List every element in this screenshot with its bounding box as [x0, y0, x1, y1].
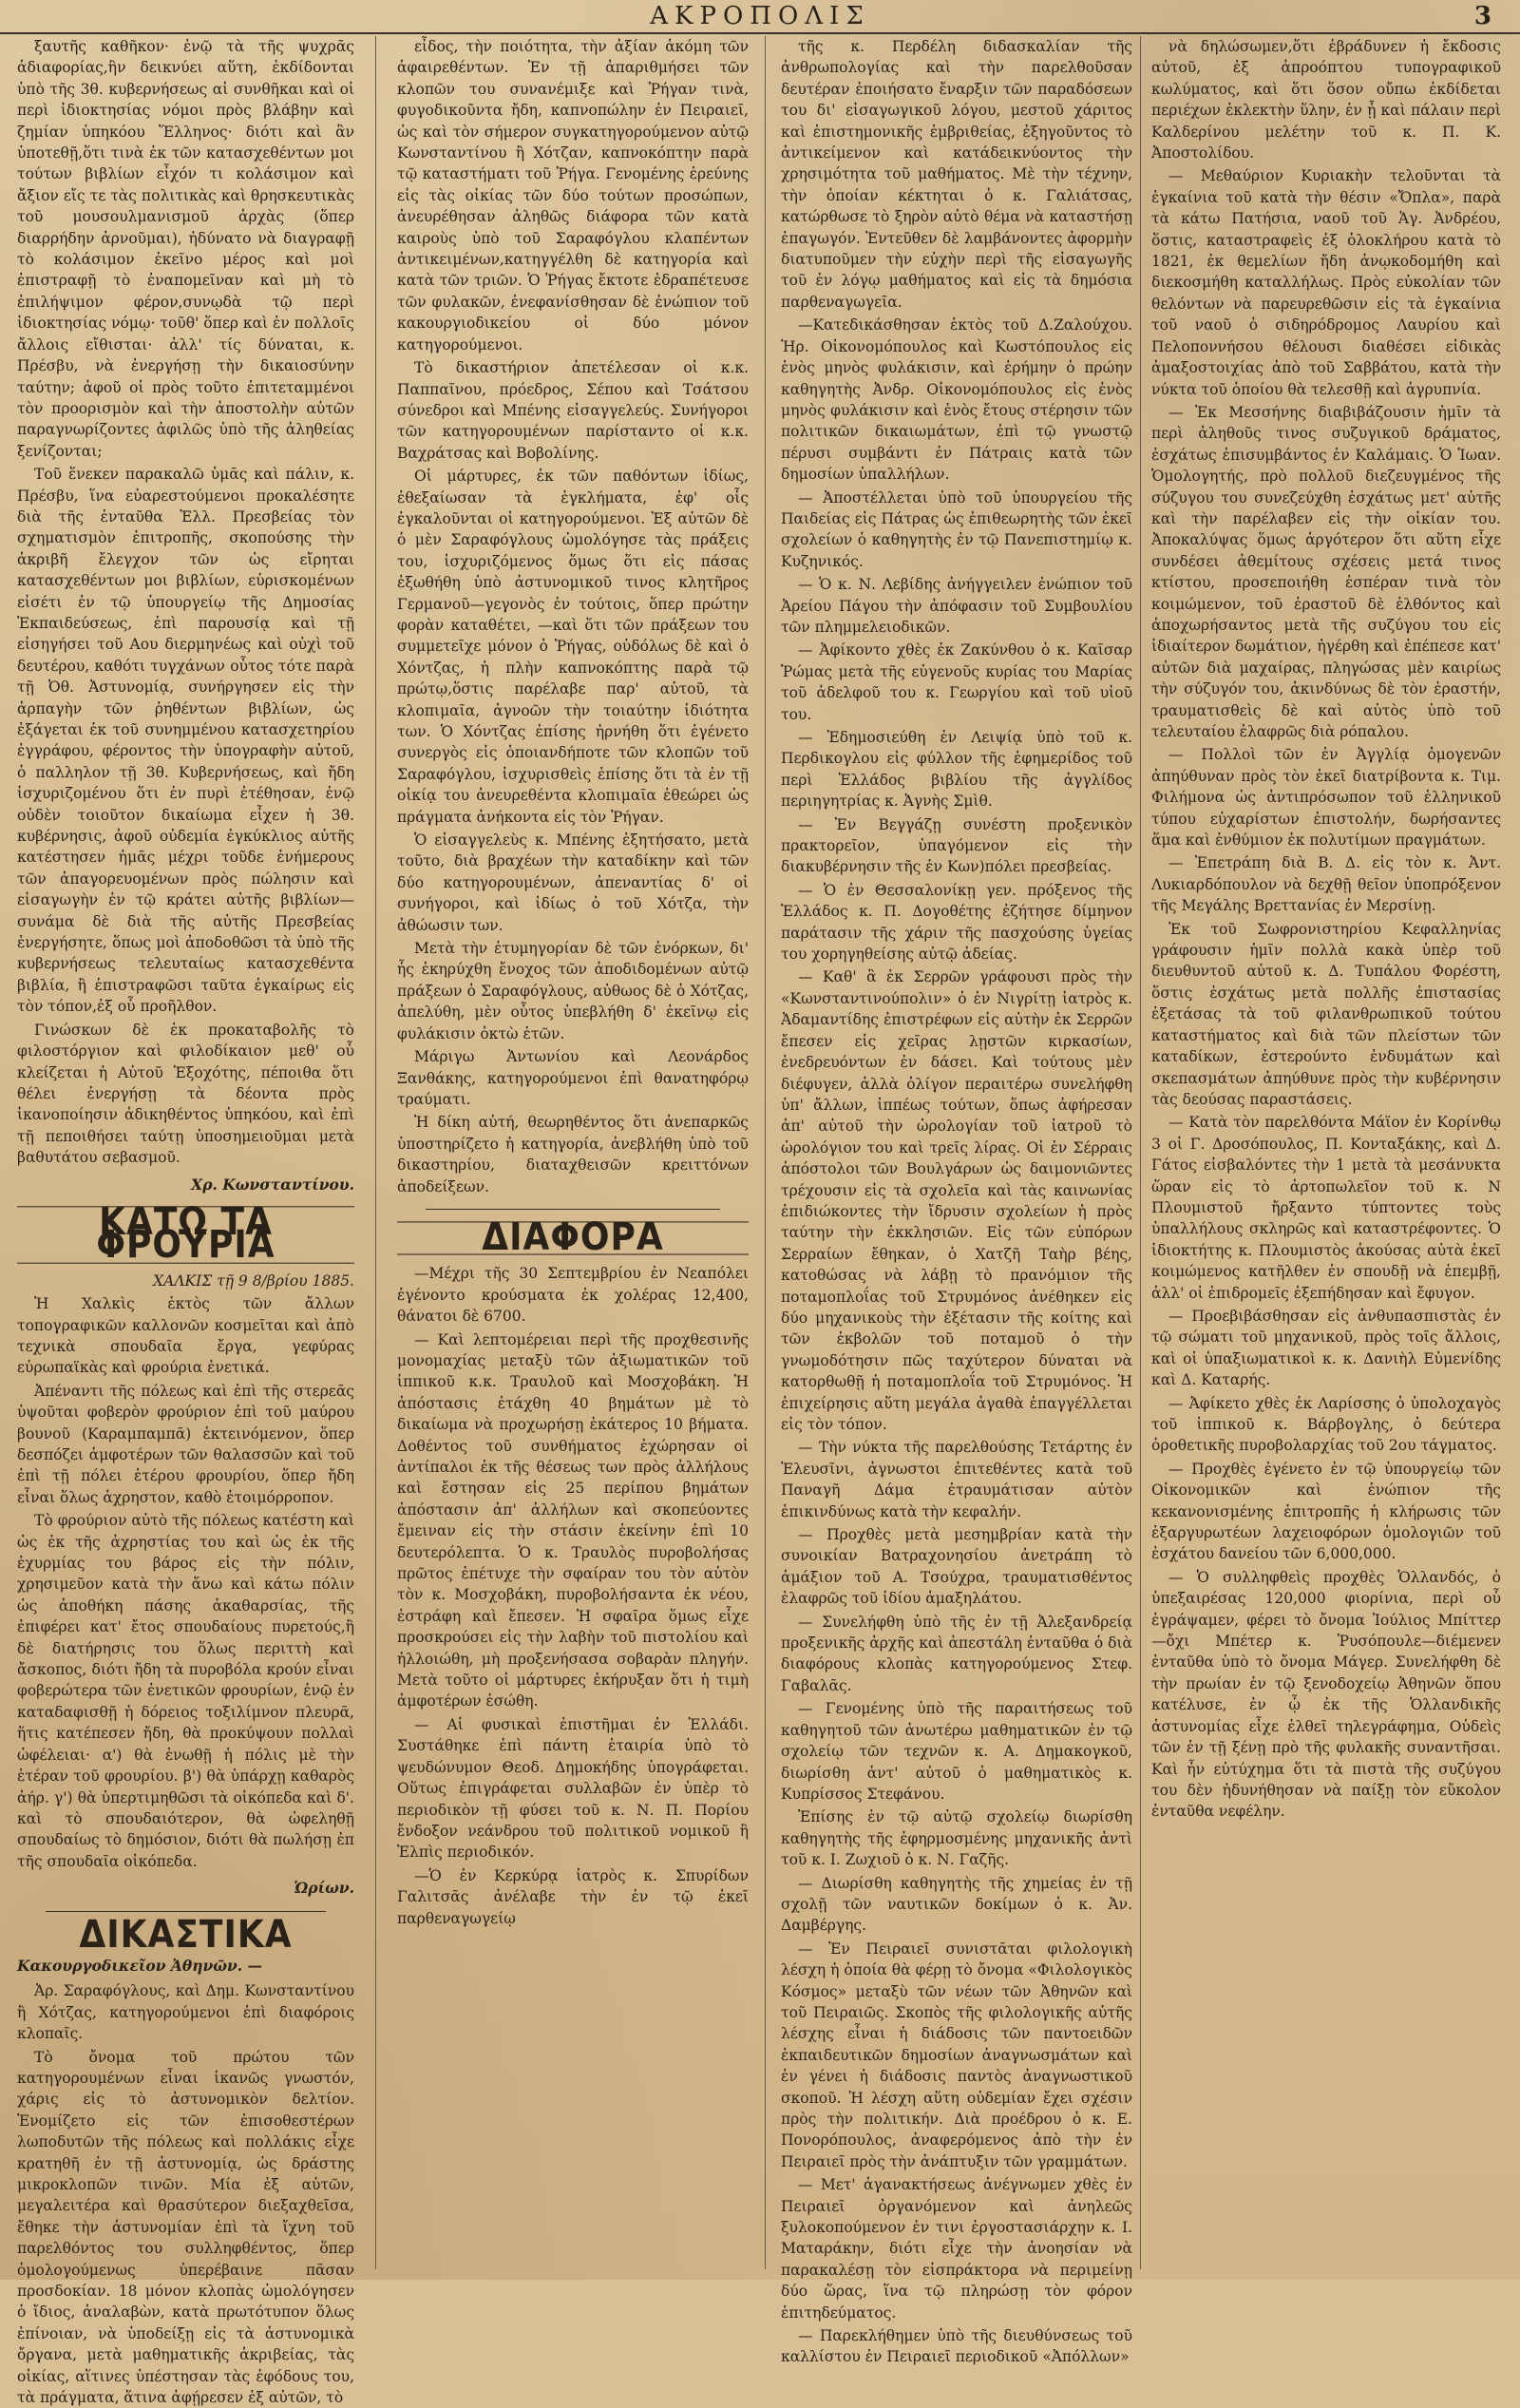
paragraph: — Προχθὲς ἐγένετο ἐν τῷ ὑπουργείῳ τῶν Οἰκονομικῶν καὶ ἐνώπιον τῆς κεκανονισμένης ἐπιτροπῆς ἡ κλήρωσις τῶν ἐξαργυρωτέων λαχειοφόρων ὁμολογιῶν τοῦ ἐσχάτου δανείου τῶν 6,000,000. [1151, 1460, 1501, 1563]
paragraph: τῆς κ. Περδέλη διδασκαλίαν τῆς ἀνθρωπολογίας καὶ τὴν παρελθοῦσαν δευτέραν ἐποιήσατο ἔναρξιν τῶν παραδόσεων του δι' εἰσαγωγικοῦ λόγου, μεστοῦ χάριτος καὶ ἐπιστημονικῆς ἐμβριθείας, ἐξηγοῦντος τὸ ἀντικείμενον καὶ κατάδεικνύοντος τὴν χρησιμότητα τοῦ μαθήματος. Μὲ τὴν τέχνην, τὴν ὁποίαν κέκτηται ὁ κ. Γαλιάτσας, κατώρθωσε τὸ ξηρὸν αὐτὸ θέμα νὰ καταστήσῃ ἐπαγωγόν. Ἐντεῦθεν δὲ λαμβάνοντες ἀφορμὴν διατυποῦμεν τὴν εὐχὴν περὶ τῆς εἰσαγωγῆς τοῦ ἐν λόγῳ μαθήματος καὶ εἰς τὰ δημόσια παρθεναγωγεῖα. [781, 38, 1132, 311]
paragraph: — Προχθὲς μετὰ μεσημβρίαν κατὰ τὴν συνοικίαν Βατραχονησίου ἀνετράπη τὸ ἁμάξιον τοῦ Α. Τσούχρα, τραυματισθέντος ἐλαφρῶς τοῦ ἰδίου ἁμαξηλάτου. [781, 1526, 1132, 1608]
newspaper-title: ΑΚΡΟΠΟΛΙΣ [650, 2, 870, 30]
paragraph: — Ἀφίκοντο χθὲς ἐκ Ζακύνθου ὁ κ. Καῖσαρ Ῥώμας μετὰ τῆς εὐγενοῦς κυρίας του Μαρίας τοῦ ἀδελφοῦ του κ. Γεωργίου καὶ τοῦ υἱοῦ του. [781, 641, 1132, 723]
paragraph: — Ἀποστέλλεται ὑπὸ τοῦ ὑπουργείου τῆς Παιδείας εἰς Πάτρας ὡς ἐπιθεωρητὴς τῶν ἐκεῖ σχολείων ὁ καθηγητὴς ἐν τῷ Πανεπιστημίῳ κ. Κυζηνικός. [781, 488, 1132, 570]
paragraph: Ἀπέναντι τῆς πόλεως καὶ ἐπὶ τῆς στερεᾶς ὑψοῦται φοβερὸν φρούριον ἐπὶ τοῦ μαύρου βουνοῦ (Καραμπαμπᾶ) ἐκτεινόμενον, ὅπερ δεσπόζει ἀμφοτέρων τῶν θαλασσῶν καὶ τοῦ ἐπὶ τῇ πόλει ἑτέρου φρουρίου, ὅπερ ἤδη εἶναι ὅλως ἀχρηστον, καθὸ ἐτοιμόρροπον. [17, 1382, 354, 1506]
column-divider [765, 36, 766, 2269]
paragraph: — Ἐκ Μεσσήνης διαβιβάζουσιν ἡμῖν τὰ περὶ ἀληθοῦς τινος συζυγικοῦ δράματος, ἐσχάτως ἐπισυμβάντος ἐν Καλάμαις. Ὁ Ἰωαν. Ὁμολογητής, πρὸ πολλοῦ διεζευγμένος τῆς σύζυγου του συνεζεύχθη ἐσχάτως μετ' αὐτῆς καὶ τὴν παρέλαβεν εἰς τὴν οἰκίαν του. Ἀποκαλύψας ὅμως ἀργότερον ὅτι αὕτη εἶχε συνδέσει ἀθεμίτους σχέσεις μετά τινος κτίστου, προσεποιήθη ἐσπέραν τινὰ τὸν κοιμώμενον, τοῦ ἐραστοῦ δὲ ἐλθόντος καὶ ἀποχωρήσαντος μετὰ τῆς συζύγου του εἰς ἰδιαίτερον δωμάτιον, ἠγέρθη καὶ ἐπέπεσε κατ' αὐτῶν διὰ μαχαίρας, πληγώσας μὲν καιρίως τὴν σύζυγόν του, ἀκινδύνως δὲ τὸν ἐραστήν, τραυματισθεὶς δὲ καὶ αὐτὸς ὑπὸ τοῦ τελευταίου ἐλαφρῶς διὰ ρόπαλου. [1151, 403, 1501, 740]
divider [426, 1209, 720, 1210]
paragraph: — Συνελήφθη ὑπὸ τῆς ἐν τῇ Ἀλεξανδρείᾳ προξενικῆς ἀρχῆς καὶ ἀπεστάλη ἐνταῦθα ὁ διὰ διαφόρους κλοπὰς κατηγορούμενος Στεφ. Γαβαλᾶς. [781, 1613, 1132, 1694]
paragraph: Τὸ δικαστήριον ἀπετέλεσαν οἱ κ.κ. Παππαῖνου, πρόεδρος, Σέπου καὶ Τσάτσου σύνεδροι καὶ Μπένης εἰσαγγελεύς. Συνήγοροι τῶν κατηγορουμένων παρίσταντο οἱ κ.κ. Βαχράτσας καὶ Βοβολίνης. [397, 359, 749, 462]
paragraph: Μάριγω Ἀντωνίου καὶ Λεονάρδος Ξανθάκης, κατηγορούμενοι ἐπὶ θανατηφόρῳ τραύματι. [397, 1048, 749, 1108]
column-4 [1151, 36, 1501, 2269]
signature: Χρ. Κωνσταντίνου. [191, 1175, 354, 1194]
paragraph: — Προεβιβάσθησαν εἰς ἀνθυπασπιστὰς ἐν τῷ σώματι τοῦ μηχανικοῦ, πρὸς τοῖς ἄλλοις, καὶ οἱ ὑπαξιωματικοὶ κ. κ. Δανιὴλ Εὐμενίδης καὶ Δ. Καταρής. [1151, 1307, 1501, 1389]
column-2 [397, 36, 749, 2269]
dateline: ΧΑΛΚΙΣ τῇ 9 8/βρίου 1885. [153, 1271, 354, 1290]
paragraph: εἶδος, τὴν ποιότητα, τὴν ἀξίαν ἀκόμη τῶν ἀφαιρεθέντων. Ἐν τῇ ἀπαριθμήσει τῶν κλοπῶν του συνανέμιξε καὶ Ῥήγαν τινὰ, φυγοδικοῦντα ἤδη, καπνοπώλην ἐν Πειραιεῖ, ὡς καὶ τὸν σήμερον συγκατηγορούμενον αὐτῷ Κωνσταντίνου ἢ Χότζαν, καπνοκόπτην παρὰ τῷ καταστήματι τοῦ Ῥήγα. Γενομένης ἐρεύνης εἰς τὰς οἰκίας τῶν δύο τούτων προσώπων, ἀνευρέθησαν ἀληθῶς διάφορα τῶν κατὰ καιροὺς ὑπὸ τοῦ Σαραφόγλου κλαπέντων ἀντικειμένων,κατηγγέλθη δὲ κατηγορία καὶ κατὰ τῶν τριῶν. Ὁ Ῥήγας ἔκτοτε ἐδραπέτευσε τῶν φυλακῶν, ἐνεφανίσθησαν δὲ ἐνώπιον τοῦ κακουργιοδικείου οἱ δύο μόνον κατηγορούμενοι. [397, 38, 749, 354]
signature: Ὡρίων. [294, 1879, 354, 1898]
section-heading: ΔΙΚΑΣΤΙΚΑ [79, 1913, 293, 1957]
paragraph: Ἡ δίκη αὐτή, θεωρηθέντος ὅτι ἀνεπαρκῶς ὑποστηρίζετο ἡ κατηγορία, ἀνεβλήθη ὑπὸ τοῦ δικαστηρίου, διαταχθεισῶν κρειττόνων ἀποδείξεων. [397, 1114, 749, 1195]
paragraph: Τὸ ὄνομα τοῦ πρώτου τῶν κατηγορουμένων εἶναι ἱκανῶς γνωστόν, χάρις εἰς τὸ ἀστυνομικὸν δελτίον. Ἐνομίζετο εἰς τῶν ἐπισοθεστέρων λωποδυτῶν τῆς πόλεως καὶ πολλάκις εἶχε κρατηθῆ ἐν τῇ ἀστυνομίᾳ, ὡς δράστης μικροκλοπῶν τινῶν. Μία ἐξ αὐτῶν, μεγαλειτέρα καὶ θρασύτερον διεξαχθεῖσα, ἔθηκε τὴν ἀστυνομίαν ἐπὶ τὰ ἴχνη τοῦ παρελθόντος του συλληφθέντος, ὅπερ ὁμολογούμενως ὑπερέβαινε πᾶσαν προσδοκίαν. 18 μόνον κλοπὰς ὡμολόγησεν ὁ ἴδιος, ἀναλαβὼν, κατὰ πρωτότυπον ὅλως ἐπίνοιαν, νὰ ὑποδείξῃ εἰς τὰ ἀστυνομικὰ ὄργανα, μετὰ μαθηματικῆς ἀκριβείας, τὰς οἰκίας, αἵτινες ὑπέστησαν τὰς ἐφόδους του, τὰ πράγματα, ἅτινα ἀφῄρεσεν ἐξ αὐτῶν, τὸ [17, 2048, 354, 2407]
paragraph: — Μετ' ἀγανακτήσεως ἀνέγνωμεν χθὲς ἐν Πειραιεῖ ὀργανόμενον καὶ ἀνηλεῶς ξυλοκοπούμενον ἐν τινι ἐργοστασιάρχην κ. Ι. Ματαράκην, διότι εἶχε τὴν ἀνοησίαν νὰ παρακαλέσῃ τὸν εἰσπράκτορα νὰ περιμείνῃ δύο ὥρας, ἵνα τῷ πληρώσῃ τὸν φόρον ἐπιτηδεύματος. [781, 2176, 1132, 2322]
paragraph: Τοῦ ἕνεκεν παρακαλῶ ὑμᾶς καὶ πάλιν, κ. Πρέσβυ, ἵνα εὐαρεστούμενοι προκαλέσητε διὰ τῆς ἐνταῦθα Ἑλλ. Πρεσβείας τὸν σχηματισμὸν ἐπιτροπῆς, σκοπούσης τὴν ἀκριβῆ ἔλεγχον τῶν ὡς εἴρηται κατασχεθέντων μοι βιβλίων, εὑρισκομένων εἰσέτι ἐν τῷ ὑπουργείῳ τῆς Δημοσίας Ἐκπαιδεύσεως, ἐπὶ παρουσίᾳ καὶ τῇ εἰσηγήσει τοῦ Αου διερμηνέως καὶ οὐχὶ τοῦ δευτέρου, καθότι τυγχάνων οὗτος τότε παρὰ τῇ Ὀθ. Ἀστυνομίᾳ, συνήργησεν εἰς τὴν ἁρπαγὴν τῶν ῥηθέντων βιβλίων, ὡς ἐξάγεται ἐκ τοῦ συνημμένου κατασχετηρίου ἐγγράφου, φέροντος τὴν ὑπογραφὴν αὐτοῦ, ὁ παλληλον τῇ 3θ. Κυβερνήσεως, καὶ ἤδη ἰσχυριζομένου ὅτι ἐν πυρὶ ἐτέθησαν, ἐνῷ οὐδὲν τοιοῦτον δικαίωμα εἶχεν ἡ 3θ. κυβέρνησις, ἀφοῦ οὐδεμία ἐγκύκλιος αὐτῆς κατέστησεν ἡμᾶς μέχρι τοῦδε ἐνήμερους τῶν ἀπαγορευομένων πρὸς πώλησιν καὶ εἰσαγωγὴν ἐν τῷ κράτει αὐτῆς βιβλίων—συνάμα δὲ διὰ τῆς αὐτῆς Πρεσβείας ἐνεργήσητε, ὅπως μοὶ ἀποδοθῶσι τὰ ὑπὸ τῆς κυβερνήσεως τελευταίως κατασχεθέντα βιβλία, ἢ ἐπιστραφῶσι ταῦτα ἐγκαίρως εἰς τὸν τόπον,ἐξ οὗ προῆλθον. [17, 466, 354, 1016]
paragraph: — Γενομένης ὑπὸ τῆς παραιτήσεως τοῦ καθηγητοῦ τῶν ἀνωτέρω μαθηματικῶν ἐν τῷ σχολείῳ τῶν τεχνῶν κ. Α. Δημακογκοῦ, διωρίσθη ἀντ' αὐτοῦ ὁ μαθηματικὸς κ. Κυπρίσσος Στεφάνου. [781, 1700, 1132, 1803]
paragraph: Ὁ εἰσαγγελεὺς κ. Μπένης ἐξητήσατο, μετὰ τοῦτο, διὰ βραχέων τὴν καταδίκην καὶ τῶν δύο κατηγορουμένων, ἀπεναντίας δ' οἱ συνήγοροι, καὶ ἰδίως ὁ τοῦ Χότζα, τὴν ἀθώωσιν των. [397, 831, 749, 934]
paragraph: — Ἐπετράπη διὰ Β. Δ. εἰς τὸν κ. Ἀντ. Λυκιαρδόπουλον νὰ δεχθῇ θεῖον ὑποπρόξενον τῆς Μεγάλης Βρεττανίας ἐν Μερσίνῃ. [1151, 854, 1501, 915]
paragraph: — Αἱ φυσικαὶ ἐπιστῆμαι ἐν Ἑλλάδι. Συστάθηκε ἐπὶ πάντη ἑταιρία ὑπὸ τὸ ψευδώνυμον Θεοδ. Δημοκήδης ὑπογράφεται. Οὕτως ἐπιγράφεται συλλαβῶν ἐν ὑπὲρ τὸ περιοδικὸν τῇ φύσει τοῦ κ. Ν. Π. Πορίου ἔνδοξον νεάνδρου τοῦ πολιτικοῦ νομικοῦ ἢ Ἑλπὶς περιοδικόν. [397, 1715, 749, 1862]
paragraph: ξαυτῆς καθῆκον· ἐνῷ τὰ τῆς ψυχρᾶς ἀδιαφορίας,ἣν δεικνύει αὕτη, ἐκδίδονται ὑπὸ τῆς 3θ. κυβερνήσεως αἱ συνθῆκαι καὶ οἱ περὶ ἰδιοκτησίας νόμοι πρὸς βλάβην καὶ ζημίαν ὑπηκόου Ἕλληνος· διότι καὶ ἂν ὑποτεθῇ,ὅτι τινὰ ἐκ τῶν κατασχεθέντων μοι τούτων βιβλίων εἶχόν τι κολάσιμον καὶ ἄξιον εἴς τε τὰς πολιτικὰς καὶ θρησκευτικὰς τοῦ μουσουλμανισμοῦ ἀρχὰς (ὅπερ διαρρήδην ἀρνοῦμαι), ἠδύνατο νὰ διαγραφῇ τὸ κολάσιμον ἐκεῖνο μέρος καὶ μοὶ ἐπιστραφῇ τὸ ἐναπομεῖναν καὶ μὴ τὸ ἐπιλήψιμον φέρον,συνῳδὰ τῷ περὶ ἰδιοκτησίας νόμῳ· τοῦθ' ὅπερ καὶ ἐν πολλοῖς ἄλλοις εἴθισται· ἀλλ' τίς δύναται, κ. Πρέσβυ, νὰ ἐνεργήσῃ τὴν δικαιοσύνην ταύτην; ἀφοῦ οἱ πρὸς τοῦτο ἐπιτεταμμένοι τὸν προορισμὸν καὶ τὴν ἀποστολὴν αὐτῶν παραγνωρίζοντες ἀφιλῶς ὑπὸ τῆς ἀληθείας ξενίζονται; [17, 38, 354, 460]
paragraph: — Ἀφίκετο χθὲς ἐκ Λαρίσσης ὁ ὑπολοχαγὸς τοῦ ἱππικοῦ κ. Βάρβογλης, ὁ δεύτερα ὁροθετικῆς πυροβολαρχίας τοῦ 2ου τάγματος. [1151, 1394, 1501, 1455]
paragraph: Οἱ μάρτυρες, ἐκ τῶν παθόντων ἰδίως, ἐθεξαίωσαν τὰ ἐγκλήματα, ἐφ' οἷς ἐγκαλοῦνται οἱ κατηγορούμενοι. Ἐξ αὐτῶν δὲ ὁ μὲν Σαραφόγλους ὡμολόγησε τὰς πράξεις του, ἰσχυριζόμενος ὅμως ὅτι εἰς πάσας ἐξωθήθη ὑπὸ ἀστυνομικοῦ τινος κλητῆρος Γερμανοῦ—γεγονὸς ἐν τούτοις, ὅπερ πρώτην φορὰν καταθέτει, —καὶ ὅτι τῶν πράξεων του συμμετεῖχε μόνον ὁ Ῥήγας, οὐδόλως δὲ καὶ ὁ Χόντζας, ἡ πλὴν καπνοκόπτης παρὰ τῷ πρώτῳ,ὅστις παρέλαβε παρ' αὐτοῦ, τὰ κλοπιμαῖα, ἀγνοῶν τὴν τοιαύτην ἰδιότητα των. Ὁ Χόντζας ἐπίσης ἠρνήθη ὅτι ἐγένετο συνεργὸς εἰς ὁποιανδήποτε τῶν κλοπῶν τοῦ Σαραφόγλου, ἰσχυρισθεὶς ἐπίσης ὅτι τὰ ἐν τῇ οἰκίᾳ του ἀνευρεθέντα κλοπιμαῖα ἐθεώρει ὡς πράγματα ἀνήκοντα εἰς τὸν Ῥήγαν. [397, 468, 749, 826]
masthead [0, 0, 1520, 34]
divider [46, 1911, 326, 1912]
paragraph: —Ὁ ἐν Κερκύρᾳ ἰατρὸς κ. Σπυρίδων Γαλιτσᾶς ἀνέλαβε τὴν ἐν τῷ ἐκεῖ παρθεναγωγείῳ [397, 1866, 749, 1927]
paragraph: — Μεθαύριον Κυριακὴν τελοῦνται τὰ ἐγκαίνια τοῦ κατὰ τὴν θέσιν «Ὄπλα», παρὰ τὰ κάτω Πατήσια, ναοῦ τοῦ Ἁγ. Ἀνδρέου, ὅστις, καταστραφεὶς ἐξ ὁλοκλήρου κατὰ τὸ 1821, ἐκ θεμελίων ἤδη ἀνῳκοδομήθη καὶ διεκοσμήθη καταλλήλως. Πρὸς εὐκολίαν τῶν θελόντων νὰ παρευρεθῶσιν εἰς τὰ ἐγκαίνια τοῦ ναοῦ ὁ σιδηρόδρομος Λαυρίου καὶ Πελοποννήσου θέλουσι διαθέσει εἰδικὰς ἁμαξοστοιχίας ἀπὸ τοῦ Σαββάτου, κατὰ τὴν νύκτα τοῦ ὁποίου θὰ τελεσθῇ καὶ ἀγρυπνία. [1151, 167, 1501, 398]
paragraph: Ἡ Χαλκὶς ἐκτὸς τῶν ἄλλων τοπογραφικῶν καλλονῶν κοσμεῖται καὶ ἀπὸ τεχνικὰ σπουδαῖα ἔργα, γεφύρας εὐρωπαϊκὰς καὶ φρούρια ἐνετικά. [17, 1295, 354, 1377]
column-divider [1140, 36, 1141, 2269]
paragraph: — Πολλοὶ τῶν ἐν Ἀγγλίᾳ ὁμογενῶν ἀπηύθυναν πρὸς τὸν ἐκεῖ διατρίβοντα κ. Τιμ. Φιλήμονα ὡς ἀντιπρόσωπον τοῦ ἑλληνικοῦ τύπου εὐχαρίστων ἐπιστολήν, δωρήσαντες ἅμα καὶ ἐνθύμιον ἐκ πολυτίμων πραγμάτων. [1151, 746, 1501, 850]
subheading: Κακουργοδικεῖον Ἀθηνῶν. — [17, 1956, 263, 1975]
paragraph: Μετὰ τὴν ἐτυμηγορίαν δὲ τῶν ἐνόρκων, δι' ἧς ἐκηρύχθη ἔνοχος τῶν ἀποδιδομένων αὐτῷ πράξεων ὁ Σαραφόγλους, αὐθωος δὲ ὁ Χότζας, ἀπελύθη, μὲν οὗτος ὑπεβλήθη δ' ἐκεῖνῳ εἰς φυλάκισιν ὀκτὼ ἐτῶν. [397, 940, 749, 1042]
paragraph: — Ἐδημοσιεύθη ἐν Λειψίᾳ ὑπὸ τοῦ κ. Περδικογλου εἰς φύλλον τῆς ἐφημερίδος τοῦ περὶ Ἑλλάδος βιβλίου τῆς ἀγγλίδος περιηγητρίας κ. Ἀγνὴς Σμὶθ. [781, 729, 1132, 811]
column-1 [17, 36, 354, 2407]
column-divider [375, 36, 376, 2269]
paragraph: νὰ δηλώσωμεν,ὅτι ἐβράδυνεν ἡ ἔκδοσις αὐτοῦ, ἐξ ἀπροόπτου τυπογραφικοῦ κωλύματος, καὶ ὅτι ὅσον οὔπω ἐκδίδεται περιέχων ἐκλεκτὴν ὕλην, ἐν ᾗ καὶ πάλαιν περὶ Καλδερίνου μελέτην τοῦ κ. Π. Κ. Ἀποστολίδου. [1151, 38, 1501, 162]
paragraph: — Ὁ ἐν Θεσσαλονίκῃ γεν. πρόξενος τῆς Ἑλλάδος κ. Π. Δογοθέτης ἐζήτησε δίμηνον παράτασιν τῆς χάριν τῆς πασχούσης ὑγείας του χορηγηθείσης αὐτῷ ἀδείας. [781, 881, 1132, 964]
paragraph: Γινώσκων δὲ ἐκ προκαταβολῆς τὸ φιλοστόργιον καὶ φιλοδίκαιον μεθ' οὗ κλείζεται ἡ Αὐτοῦ Ἐξοχότης, πέποιθα ὅτι θέλει ἐνεργήσῃ τὰ δέοντα πρὸς ἱκανοποίησιν ἀδικηθέντος ὑπηκόου, καὶ ἐπὶ τῇ πεποιθήσει ταύτῃ ὑποσημειοῦμαι μετὰ βαθυτάτου σεβασμοῦ. [17, 1021, 354, 1167]
paragraph: — Ὁ κ. Ν. Λεβίδης ἀνήγγειλεν ἐνώπιον τοῦ Ἀρείου Πάγου τὴν ἀπόφασιν τοῦ Συμβουλίου τῶν πλημμελειοδικῶν. [781, 576, 1132, 636]
paragraph: — Κατὰ τὸν παρελθόντα Μάϊον ἐν Κορίνθῳ 3 οἱ Γ. Δροσόπουλος, Π. Κονταξάκης, καὶ Δ. Γάτος εἰσβαλόντες τὴν 1 μετὰ τὰ μεσάνυκτα ὥραν εἰς τὸ ἀρτοπωλεῖον τοῦ κ. Ν Πλουμιστοῦ ἤρξαντο τύπτοντες τοὺς ὑπαλλήλους σκληρῶς καὶ καταστρέφοντες. Ὁ ἰδιοκτήτης κ. Πλουμιστὸς ἀκούσας αὐτὰ ἐκεῖ κοιμώμενος κατῆλθεν ἐν σπουδῇ νὰ ἐπεμβῇ, ἀλλ' οἱ ἐπιδρομεῖς ἐξεπήδησαν καὶ ἔφυγον. [1151, 1114, 1501, 1302]
paragraph: Ἐκ τοῦ Σωφρονιστηρίου Κεφαλληνίας γράφουσιν ἡμῖν πολλὰ κακὰ ὑπὲρ τοῦ διευθυντοῦ αὐτοῦ κ. Δ. Τυπάλου Φορέστη, ὅστις ἐσχάτως μετὰ πολλῆς ἐπιστασίας ἐξετάσας τὰ τοῦ φιλανθρωπικοῦ τούτου καταστήματος καὶ διὰ τῶν πλείστων τῶν καταδίκων, ἐστερούντο ἐνδυμάτων καὶ σκεπασμάτων ἀπηύθυνε πρὸς τὴν κυβέρνησιν τὰς δεούσας παραστάσεις. [1151, 920, 1501, 1108]
paragraph: — Ἐν Βεγγάζῃ συνέστη προξενικὸν πρακτορεῖον, ὑπαγόμενον εἰς τὴν διακυβέρνησιν τῆς ἐν Κων)πόλει πρεσβείας. [781, 815, 1132, 876]
column-3 [781, 36, 1132, 2366]
paragraph: —Κατεδικάσθησαν ἐκτὸς τοῦ Δ.Ζαλούχου. Ἠρ. Οἰκονομόπουλος καὶ Κωστόπουλος εἰς ἑνὸς μηνὸς φυλάκισιν, καὶ ἐρήμην ὁ πρώην καθηγητὴς Ἀνδρ. Οἰκονομόπουλος εἰς ἑνὸς μηνὸς φυλάκισιν καὶ ἑνὸς ἔτους στέρησιν τῶν πολιτικῶν δικαιωμάτων, ἐπὶ τῷ γνωστῷ πέρυσι συμβάντι ἐν Πάτραις κατὰ τῶν δημοσίων ὑπαλλήλων. [781, 316, 1132, 484]
paragraph: — Ἐν Πειραιεῖ συνιστᾶται φιλολογικὴ λέσχη ἡ ὁποία θὰ φέρῃ τὸ ὄνομα «Φιλολογικὸς Κόσμος» μεταξὺ τῶν νέων τῶν Ἀθηνῶν καὶ τοῦ Πειραιῶς. Σκοπὸς τῆς φιλολογικῆς αὐτῆς λέσχης εἶναι ἡ διάδοσις τῶν παντοειδῶν ἐκπαιδευτικῶν δημοσίων ἀναγνωσμάτων καὶ ἐν γένει ἡ διάδοσις παντὸς ἀναγνωστικοῦ σκοποῦ. Ἡ λέσχη αὕτη οὐδεμίαν ἔχει σχέσιν πρὸς τὴν πολιτικήν. Διὰ προέδρου ὁ κ. Ε. Πονορόπουλος, ἀναφερόμενος ἀπὸ τὴν ἐν Πειραιεῖ πρὸς τὴν ἀνάπτυξιν τῶν γραμμάτων. [781, 1940, 1132, 2170]
paragraph: — Καθ' ἃ ἐκ Σερρῶν γράφουσι πρὸς τὴν «Κωνσταντινούπολιν» ὁ ἐν Νιγρίτῃ ἰατρὸς κ. Ἀδαμαντίδης ἐπιστρέφων εἰς αὐτὴν ἐκ Σερρῶν ἔπεσεν εἰς χεῖρας λῃστῶν κιρκασίων, ἐνεδρευόντων ἐν δάσει. Καὶ τούτους μὲν διέφυγεν, ἀλλὰ ὀλίγον περαιτέρω συνελήφθη ὑπ' ἄλλων, ἱππέως τούτων, ὅπως ἀφήρεσαν ἀπ' αὐτοῦ τὴν ὡρολογίαν τοῦ ἰατροῦ τὸ ὡρολόγιον του καὶ τρεῖς λίρας. Οἱ ἐν Σέρραις ἀπόστολοι τῶν Βουλγάρων ὡς δαιμονιῶντες τρέχουσιν εἰς τὰ σχολεῖα καὶ τὰς καινωνίας ἐπιδιώκοντες τὴν ἴδρυσιν σχολείων ἡ πρὸς ταύτην τὴν ἐκκλησιῶν. Εἰς τῶν εὐπόρων Σερραίων ἔθηκαν, ὁ Χατζῆ Ταὴρ βέης, κατοθώσας νὰ λάβῃ τὸ πρανόμιον τῆς ποταμοπλοΐας τοῦ Στρυμόνος ἀνέθηκεν εἰς δύο μηχανικοὺς τὴν ἐξέτασιν τῆς κοίτης καὶ τῶν ἐκβολῶν τοῦ ποταμοῦ ὁ τὴν γνωμοδότησιν πῶς ταχύτερον δύναται νὰ κατορθωθῇ ἡ ποταμοπλοΐα τοῦ Στρυμόνος. Ἡ ἐπιχείρησις αὕτη μεγάλα ἀγαθὰ ἐπαγγέλλεται εἰς τὸν τόπον. [781, 968, 1132, 1433]
paragraph: —Μέχρι τῆς 30 Σεπτεμβρίου ἐν Νεαπόλει ἐγένοντο κρούσματα ἐκ χολέρας 12,400, θάνατοι δὲ 6700. [397, 1265, 749, 1326]
paragraph: Ἐπίσης ἐν τῷ αὐτῷ σχολείῳ διωρίσθη καθηγητὴς τῆς ἐφηρμοσμένης μηχανικῆς ἀντὶ τοῦ κ. Ι. Ζωχιοῦ ὁ κ. Ν. Γαζῆς. [781, 1808, 1132, 1869]
section-heading: ΚΑΤΩ ΤΑ ΦΡΟΥΡΙΑ [17, 1206, 354, 1263]
paragraph: — Διωρίσθη καθηγητὴς τῆς χημείας ἐν τῇ σχολῇ τῶν ναυτικῶν δοκίμων ὁ κ. Ἀν. Δαμβέργης. [781, 1874, 1132, 1935]
paragraph: — Τὴν νύκτα τῆς παρελθούσης Τετάρτης ἐν Ἐλευσῖνι, ἀγνωστοι ἐπιτεθέντες κατὰ τοῦ Παναγῆ Δάμα ἐτραυμάτισαν αὐτὸν ἐπικινδύνως κατὰ τὴν κεφαλήν. [781, 1439, 1132, 1520]
paragraph: — Ὁ συλληφθεὶς προχθὲς Ὁλλανδός, ὁ ὑπεξαιρέσας 120,000 φιορίνια, περὶ οὗ ἐγράψαμεν, φέρει τὸ ὄνομα Ἰούλιος Μπίττερ—ὄχι Μπέτερ κ. Ῥυσόπουλε—διέμενεν ἐνταῦθα ὑπὸ τὸ ὄνομα Μάγερ. Συνελήφθη δὲ τὴν πρωίαν ἐν τῷ ξενοδοχείῳ Ἀθηνῶν ὅπου κατέλυσε, ἐν ᾧ ἐκ τῆς Ὁλλανδικῆς ἀστυνομίας εἶχε ἐλθεῖ τηλεγράφημα, Οὐδεὶς τῶν ἐν τῇ ξένῃ πρὸ τῆς φυλακῆς συναντῆσαι. Καὶ ἦν εὐτύχημα ὅτι τὰ πιστὰ τῆς συζύγου του δὲν ἠδυνήθησαν νὰ παίξῃ τὸν εὔκολον ἐνταῦθα νεφέλην. [1151, 1568, 1501, 1821]
paragraph: — Καὶ λεπτομέρειαι περὶ τῆς προχθεσινῆς μονομαχίας μεταξὺ τῶν ἀξιωματικῶν τοῦ ἱππικοῦ κ.κ. Τραυλοῦ καὶ Μοσχοβάκη. Ἡ ἀπόστασις ἐτάχθη 40 βημάτων μὲ τὸ δικαίωμα νὰ προχωρήσῃ ἑκάτερος 10 βήματα. Δοθέντος τοῦ συνθήματος ἐχώρησαν οἱ ἀντίπαλοι ἐκ τῆς θέσεως των πρὸς ἀλλήλους καὶ ἔστησαν εἰς 25 περίπου βημάτων ἀπόστασιν ἀπ' ἀλλήλων καὶ σκοπεύοντες ἔμειναν εἰς τὴν στάσιν ἐκείνην ἐπὶ 10 δευτερόλεπτα. Ὁ κ. Τραυλὸς πυροβολήσας πρῶτος ἐπέτυχε τὴν σφαίραν του τὸν αὐτὸν τὸν κ. Μοσχοβάκη, πυροβολήσαντα ἐκ νέου, ἐστράφη καὶ ἔπεσεν. Ἡ σφαῖρα ὅμως εἶχε προσκρούσει εἰς τὴν λαβὴν τοῦ πιστολίου καὶ ἠλλοιώθη, μὴ προξενήσασα σοβαρὰν πληγήν. Μετὰ τοῦτο οἱ μάρτυρες ἐκήρυξαν ὅτι ἡ τιμὴ ἀμφοτέρων ἐσώθη. [397, 1330, 749, 1710]
page-number: 3 [1473, 2, 1492, 30]
paragraph: — Παρεκλήθημεν ὑπὸ τῆς διευθύνσεως τοῦ καλλίστου ἐν Πειραιεῖ περιοδικοῦ «Ἀπόλλων» [781, 2327, 1132, 2366]
section-heading: ΔΙΑΦΟΡΑ [397, 1221, 749, 1255]
paragraph: Ἀρ. Σαραφόγλους, καὶ Δημ. Κωνσταντίνου ἢ Χότζας, κατηγορούμενοι ἐπὶ διαφόροις κλοπαῖς. [17, 1982, 354, 2043]
paragraph: Τὸ φρούριον αὐτὸ τῆς πόλεως κατέστη καὶ ὡς ἐκ τῆς ἀχρηστίας του καὶ ὡς ἐκ τῆς ἐχυρμίας του βάρος εἰς τὴν πόλιν, χρησιμεῦον κατὰ τὴν ἄνω καὶ κάτω πόλιν ὡς ἀποθήκη πάσης ἀκαθαρσίας, τῆς ἐπιφέρει κατ' ἔτος σπουδαίους πυρετούς,ἢ δὲ διατήρησις του ὅλως περιττὴ καὶ ἄσκοπος, διότι ἤδη τὰ πυροβόλα κρούν εἶναι φοβερώτερα τῶν ἐνετικῶν φρουρίων, ἐνῷ ἐν καταδαφισθῇ ἡ δόρειος τοξιλίμνον πλευρᾶ, ἥτις κατέπεσεν ἤδη, θὰ προκύψουν πολλαὶ ὠφέλειαι· α') θὰ ἑνωθῇ ἡ πόλις μὲ τὴν ἑτέραν τοῦ φρουρίου. β') θὰ ὑπάρχῃ καθαρὸς ἀήρ. γ') θὰ ὑπερτιμηθῶσι τὰ οἰκόπεδα καὶ δ'. καὶ τὸ σπουδαιότερον, θὰ ὠφεληθῇ σπουδαίως τὸ δημόσιον, διότι θὰ πωλήσῃ ἐπ τῆς σπουδαῖα οἰκόπεδα. [17, 1512, 354, 1870]
